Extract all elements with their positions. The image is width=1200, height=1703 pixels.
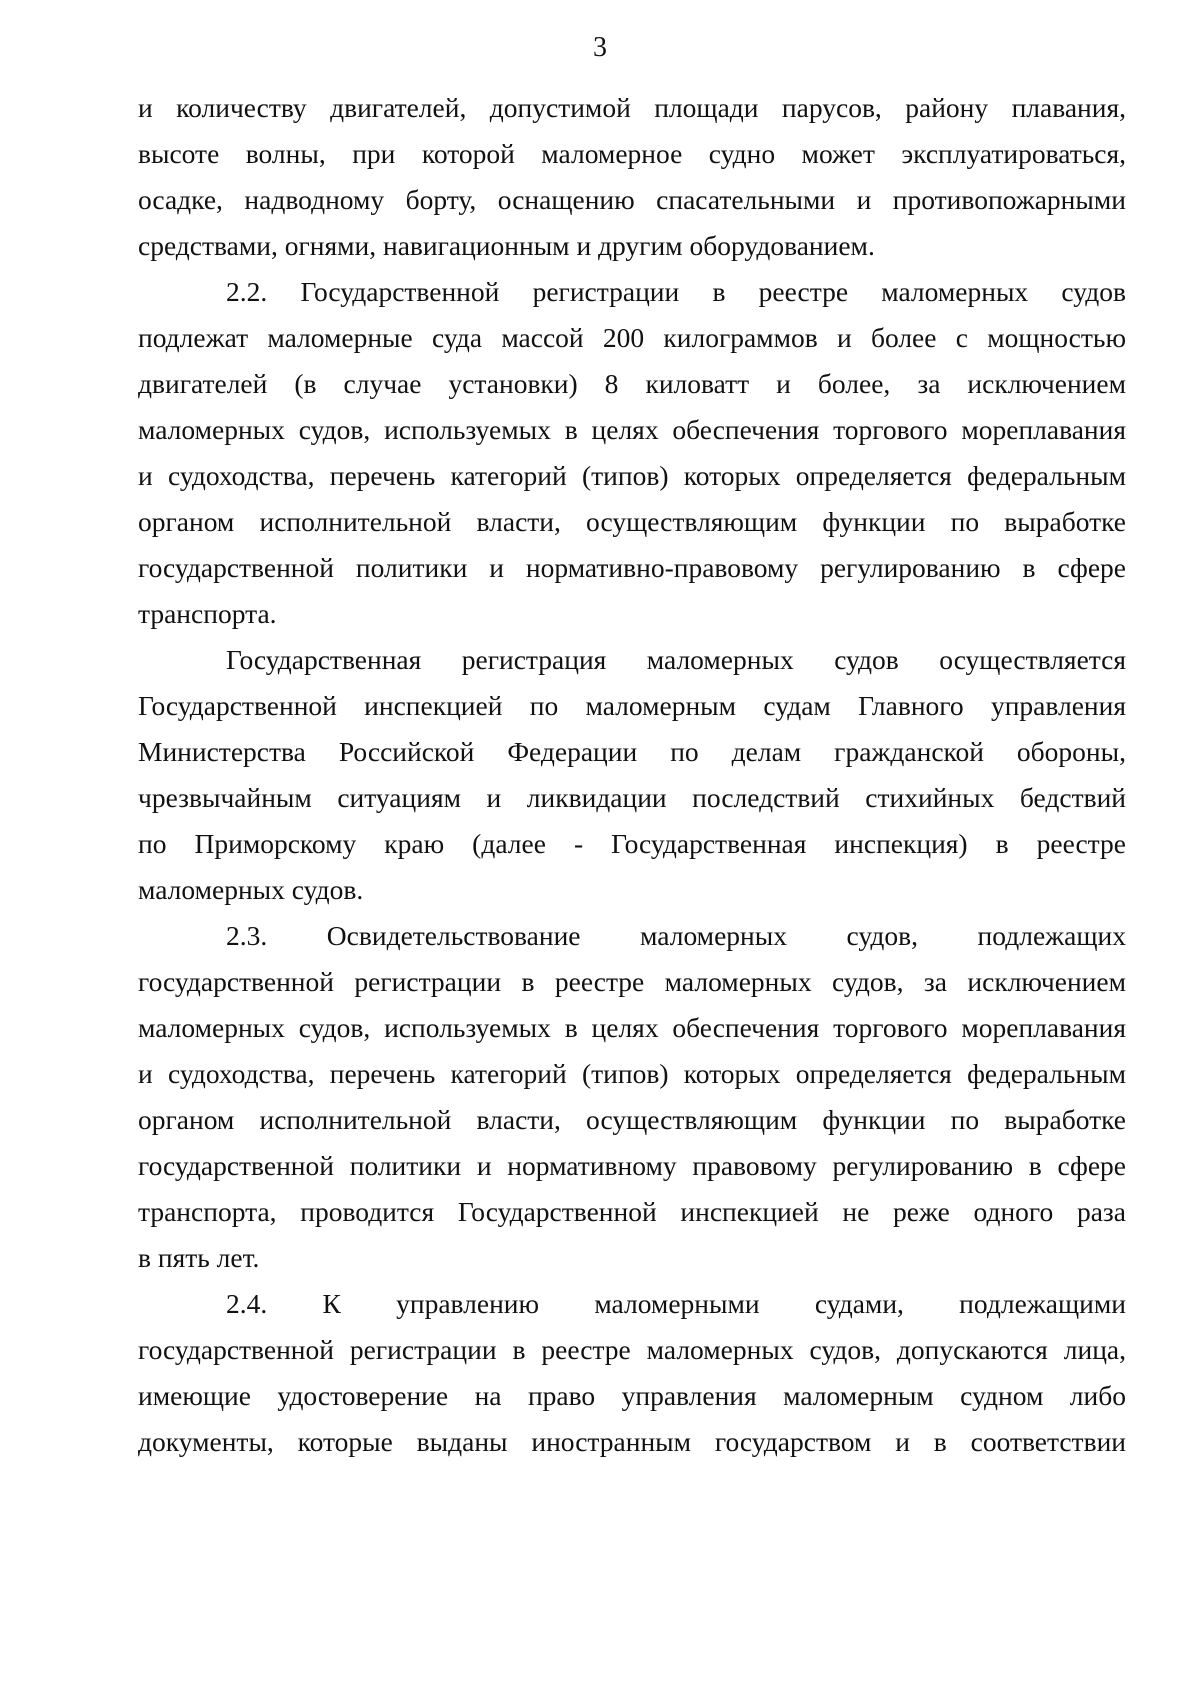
- text-line: государственной политики и нормативному правовому регулированию в сфере: [138, 1150, 1126, 1181]
- text-line: и судоходства, перечень категорий (типов) которых определяется федеральным: [138, 460, 1126, 491]
- text-line: маломерных судов, используемых в целях обеспечения торгового мореплавания: [138, 414, 1126, 445]
- text-line: органом исполнительной власти, осуществляющим функции по выработке: [138, 1104, 1126, 1135]
- text-line: подлежат маломерные суда массой 200 килограммов и более с мощностью: [138, 322, 1126, 353]
- text-line: в пять лет.: [138, 1242, 260, 1273]
- text-line: Министерства Российской Федерации по делам гражданской обороны,: [138, 736, 1126, 767]
- text-line: государственной политики и нормативно-правовому регулированию в сфере: [138, 552, 1126, 583]
- text-line: осадке, надводному борту, оснащению спасательными и противопожарными: [138, 184, 1126, 215]
- text-line: имеющие удостоверение на право управления маломерным судном либо: [138, 1380, 1126, 1411]
- page-number: 3: [593, 32, 607, 63]
- text-line: средствами, огнями, навигационным и другим оборудованием.: [138, 230, 875, 261]
- text-line: чрезвычайным ситуациям и ликвидации последствий стихийных бедствий: [138, 782, 1126, 813]
- text-line: 2.3. Освидетельствование маломерных судов, подлежащих: [226, 920, 1126, 951]
- text-line: по Приморскому краю (далее - Государственная инспекция) в реестре: [138, 828, 1126, 859]
- text-line: и судоходства, перечень категорий (типов) которых определяется федеральным: [138, 1058, 1126, 1089]
- text-line: маломерных судов.: [138, 874, 364, 905]
- text-line: Государственная регистрация маломерных судов осуществляется: [226, 644, 1126, 675]
- text-line: органом исполнительной власти, осуществляющим функции по выработке: [138, 506, 1126, 537]
- text-line: транспорта.: [138, 598, 277, 629]
- text-line: 2.4. К управлению маломерными судами, подлежащими: [226, 1288, 1126, 1319]
- text-line: и количеству двигателей, допустимой площади парусов, району плавания,: [138, 92, 1126, 123]
- text-line: документы, которые выданы иностранным государством и в соответствии: [138, 1426, 1126, 1457]
- text-line: двигателей (в случае установки) 8 киловатт и более, за исключением: [138, 368, 1126, 399]
- text-line: государственной регистрации в реестре маломерных судов, допускаются лица,: [138, 1334, 1126, 1365]
- text-line: маломерных судов, используемых в целях обеспечения торгового мореплавания: [138, 1012, 1126, 1043]
- text-line: 2.2. Государственной регистрации в реестре маломерных судов: [226, 276, 1126, 307]
- text-line: Государственной инспекцией по маломерным судам Главного управления: [138, 690, 1126, 721]
- text-line: высоте волны, при которой маломерное судно может эксплуатироваться,: [138, 138, 1126, 169]
- text-line: транспорта, проводится Государственной инспекцией не реже одного раза: [138, 1196, 1126, 1227]
- text-line: государственной регистрации в реестре маломерных судов, за исключением: [138, 966, 1126, 997]
